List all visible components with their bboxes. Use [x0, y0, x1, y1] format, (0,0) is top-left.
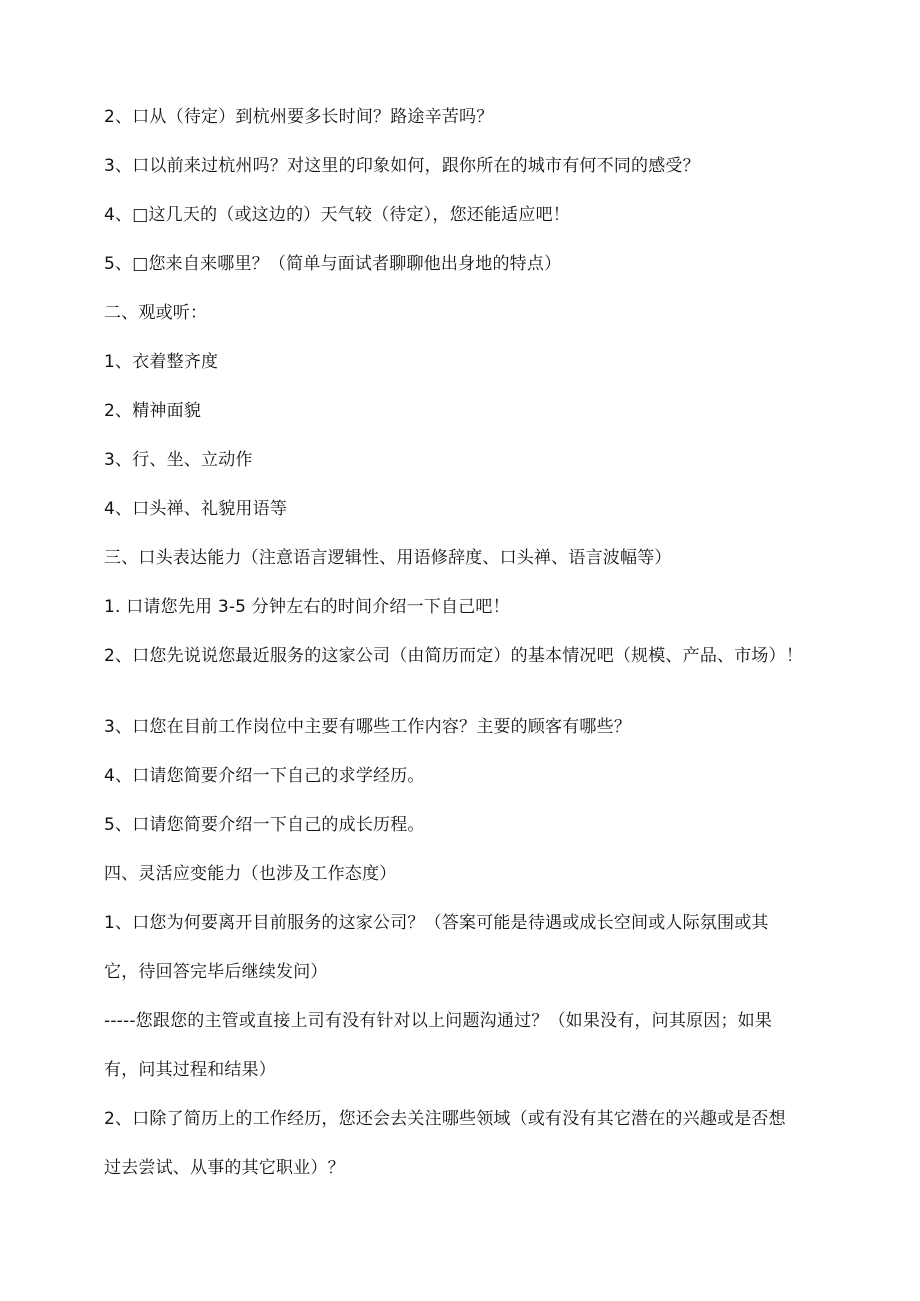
section-heading-oral: 三、口头表达能力（注意语言逻辑性、用语修辞度、口头禅、语言波幅等） [104, 548, 672, 568]
q-travel-time: 2、口从（待定）到杭州要多长时间？路途辛苦吗？ [104, 107, 494, 127]
q-company-info: 2、口您先说说您最近服务的这家公司（由简历而定）的基本情况吧（规模、产品、市场）！ [104, 646, 804, 666]
q-weather: 4、□这几天的（或这边的）天气较（待定），您还能适应吧！ [104, 205, 570, 225]
observe-item-speech: 4、口头禅、礼貌用语等 [104, 499, 288, 519]
q-leave-reason: 1、口您为何要离开目前服务的这家公司？（答案可能是待遇或成长空间或人际氛围或其 [104, 913, 769, 933]
q-hometown: 5、□您来自来哪里？（简单与面试者聊聊他出身地的特点） [104, 254, 562, 274]
q-leave-reason-cont: 它，待回答完毕后继续发问） [104, 962, 328, 982]
q-self-intro: 1. 口请您先用 3-5 分钟左右的时间介绍一下自己吧！ [104, 597, 510, 617]
q-followup-manager-cont: 有，问其过程和结果） [104, 1060, 276, 1080]
section-heading-adaptability: 四、灵活应变能力（也涉及工作态度） [104, 864, 397, 884]
observe-item-dress: 1、衣着整齐度 [104, 352, 219, 372]
q-visited-before: 3、口以前来过杭州吗？对这里的印象如何，跟你所在的城市有何不同的感受？ [104, 156, 700, 176]
observe-item-spirit: 2、精神面貌 [104, 401, 202, 421]
q-work-content: 3、口您在目前工作岗位中主要有哪些工作内容？主要的顾客有哪些？ [104, 717, 632, 737]
q-followup-manager: -----您跟您的主管或直接上司有没有针对以上问题沟通过？（如果没有，问其原因；如果 [104, 1011, 773, 1031]
q-growth: 5、口请您简要介绍一下自己的成长历程。 [104, 815, 425, 835]
q-other-fields: 2、口除了简历上的工作经历，您还会去关注哪些领域（或有没有其它潜在的兴趣或是否想 [104, 1109, 786, 1129]
section-heading-observe: 二、观或听： [104, 303, 208, 323]
observe-item-movement: 3、行、坐、立动作 [104, 450, 253, 470]
q-other-fields-cont: 过去尝试、从事的其它职业）？ [104, 1158, 345, 1178]
q-education: 4、口请您简要介绍一下自己的求学经历。 [104, 766, 425, 786]
